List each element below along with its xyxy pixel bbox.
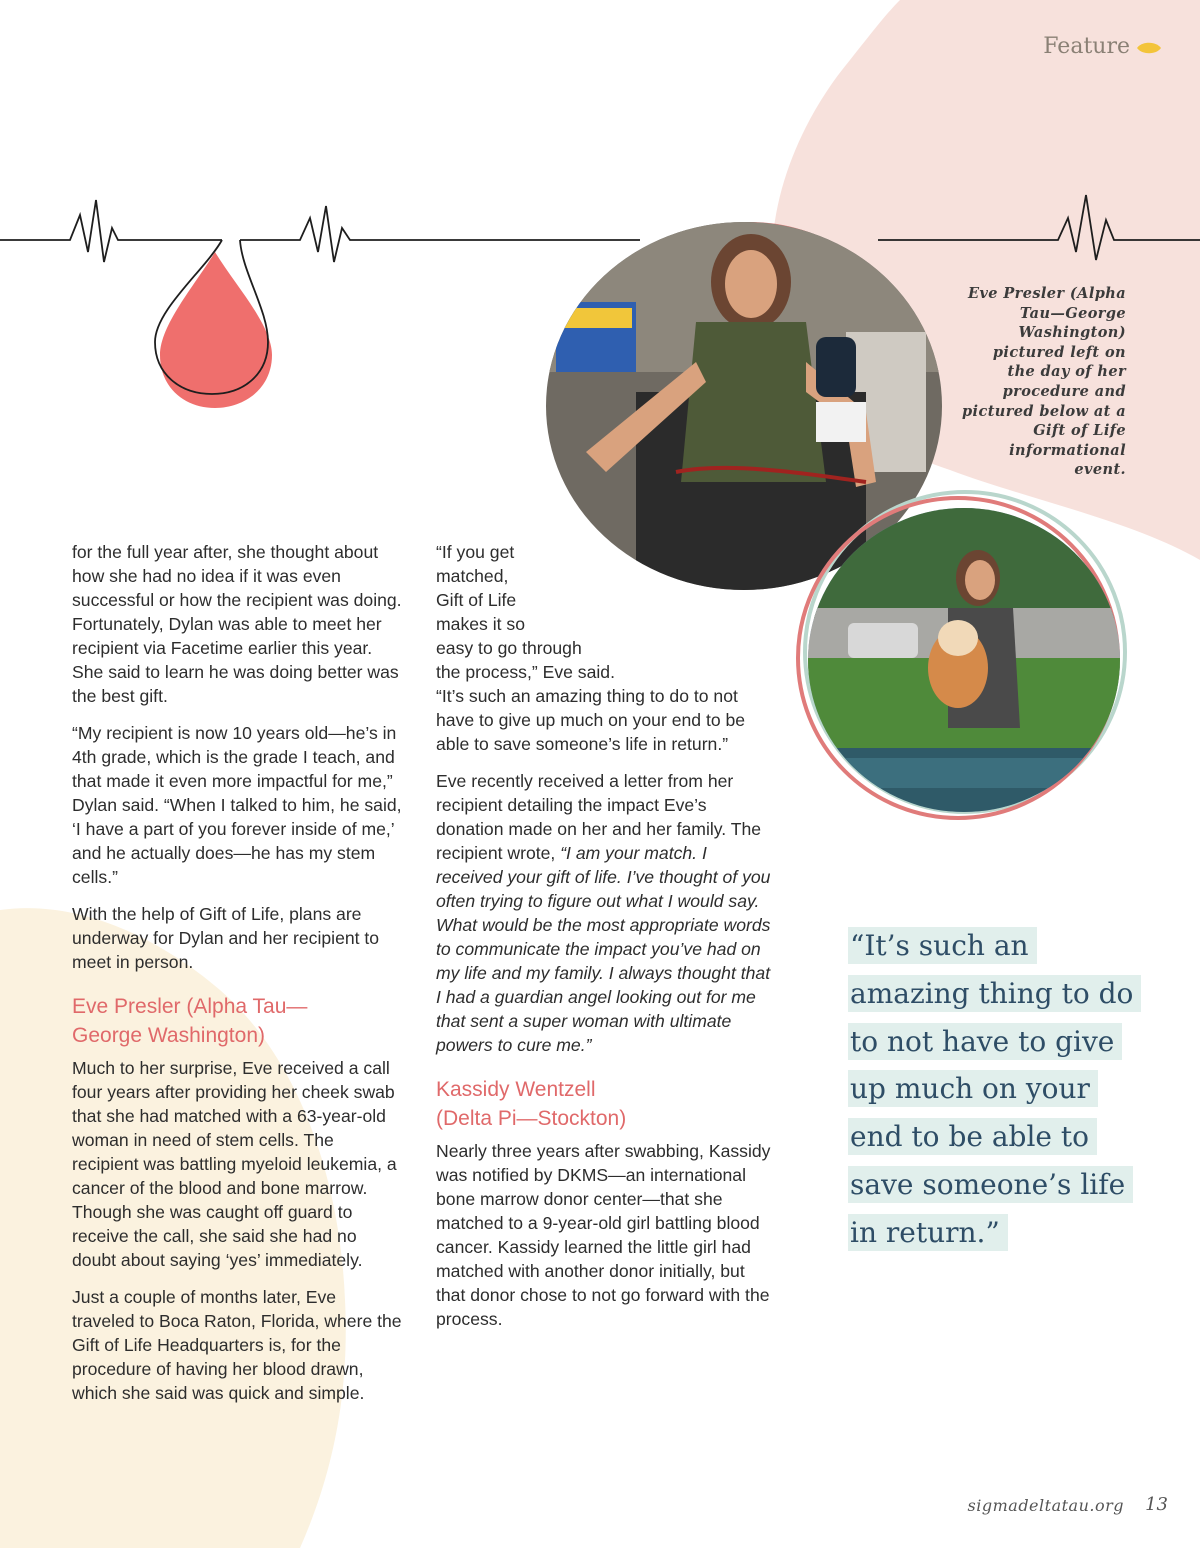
page-number: 13 xyxy=(1145,1494,1168,1515)
paragraph: Much to her surprise, Eve received a call four years after providing her cheek swab that she had matched with a 63-year-old woman in need of stem cells. The recipient was battling myeloid leukemia, a cancer of the blood and bone marrow. Though she was caught off guard to receive the call, she said she had no doubt about saying ‘yes’ immediately. xyxy=(72,1058,397,1270)
article-column-2 xyxy=(436,540,771,1344)
footer-website: sigmadeltatau.org xyxy=(967,1496,1124,1515)
pull-quote: “It’s such an amazing thing to do to not have to give up much on your end to be able to save someone’s life in return.” xyxy=(848,922,1148,1257)
section-label: Feature xyxy=(1043,34,1130,59)
paragraph: for the full year after, she thought about how she had no idea if it was even successful or how the recipient was doing. Fortunately, Dylan was able to meet her recipient via Facetime earlier this year. She said to learn he was doing better was the best gift. xyxy=(72,542,402,706)
article-column-1 xyxy=(72,540,402,1418)
paragraph: “My recipient is now 10 years old—he’s in 4th grade, which is the grade I teach, and that made it even more impactful for me,” Dylan said. “When I talked to him, he said, ‘I have a part of you forever inside of me,’ and he actually does—he has my stem cells.” xyxy=(72,723,402,887)
paragraph: With the help of Gift of Life, plans are underway for Dylan and her recipient to meet in person. xyxy=(72,904,380,972)
section-heading-kassidy: Kassidy Wentzell (Delta Pi—Stockton) xyxy=(436,1078,627,1130)
paragraph: Just a couple of months later, Eve traveled to Boca Raton, Florida, where the Gift of Life Headquarters is, for the procedure of having her blood drawn, which she said was quick and simple. xyxy=(72,1287,402,1403)
photo-caption: Eve Presler (Alpha Tau—George Washington) pictured left on the day of her procedure and pictured below at a Gift of Life informational event. xyxy=(962,285,1126,479)
leaf-icon xyxy=(1136,41,1162,55)
photo-gift-of-life-event xyxy=(808,508,1120,812)
quote-paragraph: “If you get matched, Gift of Life makes it so easy to go through the process,” Eve said. “It’s such an amazing thing to do to not have to give up much on your end to be able to save someone’s life in return.” xyxy=(436,542,746,754)
paragraph: Nearly three years after swabbing, Kassidy was notified by DKMS—an international bone marrow donor center—that she matched to a 9-year-old girl battling blood cancer. Kassidy learned the little girl had matched with another donor initially, but that donor chose to not go forward with the process. xyxy=(436,1141,771,1329)
section-heading-eve: Eve Presler (Alpha Tau— George Washington) xyxy=(72,995,308,1047)
paragraph: Eve recently received a letter from her recipient detailing the impact Eve’s donation made on her and her family. The recipient wrote, “I am your match. I received your gift of life. I’ve thought of you often trying to figure out what I would say. What would be the most appropriate words to communicate the impact you’ve had on my life and my family. I always thought that I had a guardian angel looking out for me that sent a super woman with ultimate powers to cure me.” xyxy=(436,771,771,1055)
